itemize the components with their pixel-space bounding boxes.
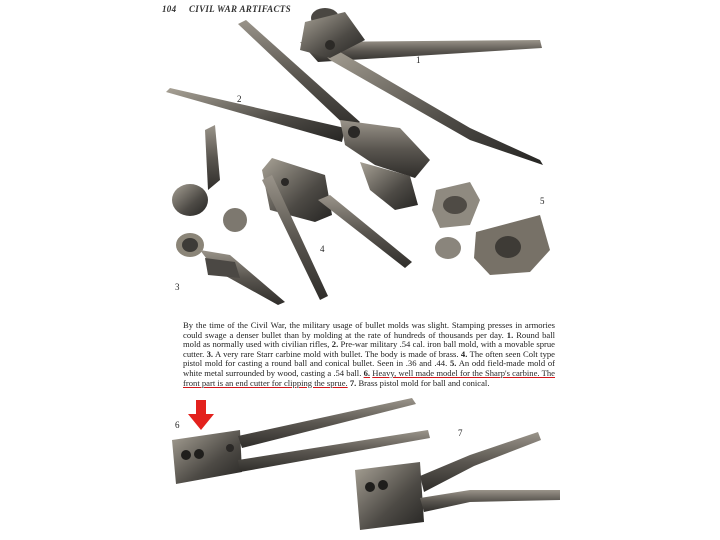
- caption-intro: By the time of the Civil War, the military usage of bullet molds was slight. Stamping presses in armories could swage a denser bullet than by molding at the rate of hundreds of thousands per day.: [183, 320, 555, 340]
- figure-label-4: 4: [320, 244, 325, 254]
- figure-label-3: 3: [175, 282, 180, 292]
- caption-text-1: Round ball mold as normally used with civilian rifles,: [183, 329, 555, 350]
- caption-number-2: 2.: [331, 339, 339, 350]
- caption-number-1: 1.: [506, 329, 514, 340]
- figure-label-5: 5: [540, 196, 545, 206]
- figure-label-7: 7: [458, 428, 463, 438]
- artifact-mold-5: [432, 182, 550, 275]
- caption-number-5: 5.: [449, 358, 457, 369]
- figure-label-1: 1: [416, 55, 421, 65]
- caption-text-2: Pre-war military .54 cal. iron ball mold, with a movable sprue cutter.: [183, 339, 555, 359]
- caption-text-6-highlighted: Heavy, well made model for the Sharp's carbine. The front part is an end cutter for clipping the sprue.: [183, 367, 555, 388]
- caption-paragraph: [183, 321, 555, 388]
- figure-label-2: 2: [237, 94, 242, 104]
- artifact-mold-3: [172, 125, 285, 305]
- caption-text-5: An odd field-made mold of white metal surrounded by wood, casting a .54 ball.: [183, 358, 555, 378]
- caption-number-3: 3.: [206, 348, 214, 359]
- caption-text-7: Brass pistol mold for ball and conical.: [358, 377, 490, 388]
- caption-number-4: 4.: [460, 348, 468, 359]
- running-title: CIVIL WAR ARTIFACTS: [188, 4, 291, 14]
- caption-text-4: The often seen Colt type pistol mold for casting a round ball and conical bullet. Seen in .36 and .44.: [183, 348, 555, 369]
- caption-number-6: 6.: [363, 367, 371, 378]
- page-number: 104: [162, 4, 177, 14]
- artifact-mold-7: [355, 432, 560, 530]
- caption-number-7: 7.: [349, 377, 357, 388]
- caption-text-3: A very rare Starr carbine mold with bullet. The body is made of brass.: [214, 348, 459, 359]
- figure-label-6: 6: [175, 420, 180, 430]
- red-down-arrow-icon: [188, 400, 214, 430]
- artifact-mold-1: [300, 8, 543, 165]
